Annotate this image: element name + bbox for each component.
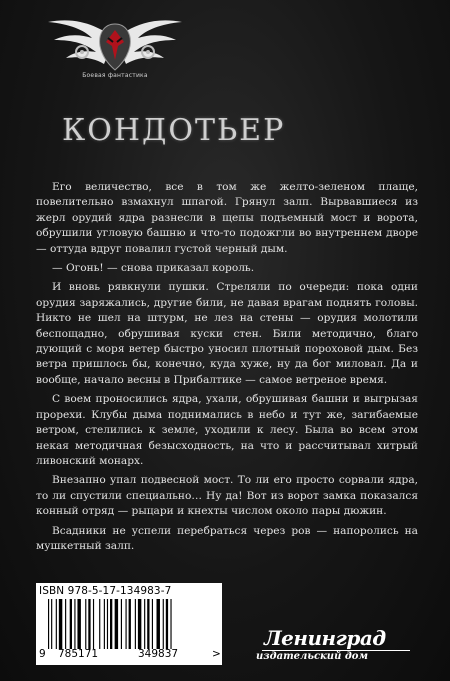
annotation-paragraph: И вновь рявкнули пушки. Стреляли по очереди: пока одни орудия заряжались, другие били, не давая врагам поднять головы. Никто не шел на штурм, не лез на стены — орудия молотили беспощадно, обрушивая куски стен. Били методично, благо дующий с моря ветер быстро уносил плотный пороховой дым. Без ветра пришлось бы, конечно, куда хуже, ну да бог миловал. Да и вообще, начало весны в Прибалтике — самое ветреное время. <box>36 281 418 386</box>
series-logo-caption: Боевая фантастика <box>82 72 148 79</box>
barcode-digit-group-right: 349837 <box>138 648 179 660</box>
annotation-paragraph: Его величество, все в том же желто-зеленом плаще, повелительно взмахнул шпагой. Грянул залп. Вырвавшиеся из жерл орудий ядра разнесли в щепы подъемный мост и ворота, обрушили угловую башню и что-то подожгли во внутреннем дворе — оттуда вдруг повалил густой черный дым. <box>36 181 418 255</box>
book-title: КОНДОТЬЕР <box>62 113 286 148</box>
barcode-digit-quiet-zone: > <box>212 648 221 660</box>
annotation-paragraph: — Огонь! — снова приказал король. <box>52 262 255 275</box>
series-logo <box>40 8 190 90</box>
publisher-subtitle: издательский дом <box>256 651 368 662</box>
annotation-paragraph: Всадники не успели перебраться через ров — напоролись на мушкетный залп. <box>36 524 418 552</box>
annotation-text <box>36 180 418 558</box>
annotation-paragraph: Внезапно упал подвесной мост. То ли его просто сорвали ядра, то ли спустили специально… Ну да! Вот из ворот замка показался конный отряд — рыцари и кнехты числом около пары дюжин. <box>36 474 418 518</box>
barcode-digit-group-left: 785171 <box>58 648 99 660</box>
isbn-label: ISBN 978-5-17-134983-7 <box>39 585 172 597</box>
publisher-name: Ленинград <box>264 626 386 650</box>
annotation-paragraph: С воем проносились ядра, ухали, обрушивая башни и выгрызая прорехи. Клубы дыма поднимались в небо и тут же, загибаемые ветром, стелились к земле, уходили к лесу. Была во всем этом некая методичная безысходность, на что и рассчитывал хитрый ливонский монарх. <box>36 393 418 467</box>
publisher-logo <box>256 626 416 670</box>
barcode-digit-lead: 9 <box>39 648 46 660</box>
barcode-bars <box>48 599 216 649</box>
barcode-block <box>36 583 222 665</box>
winged-helmet-icon <box>40 8 190 78</box>
